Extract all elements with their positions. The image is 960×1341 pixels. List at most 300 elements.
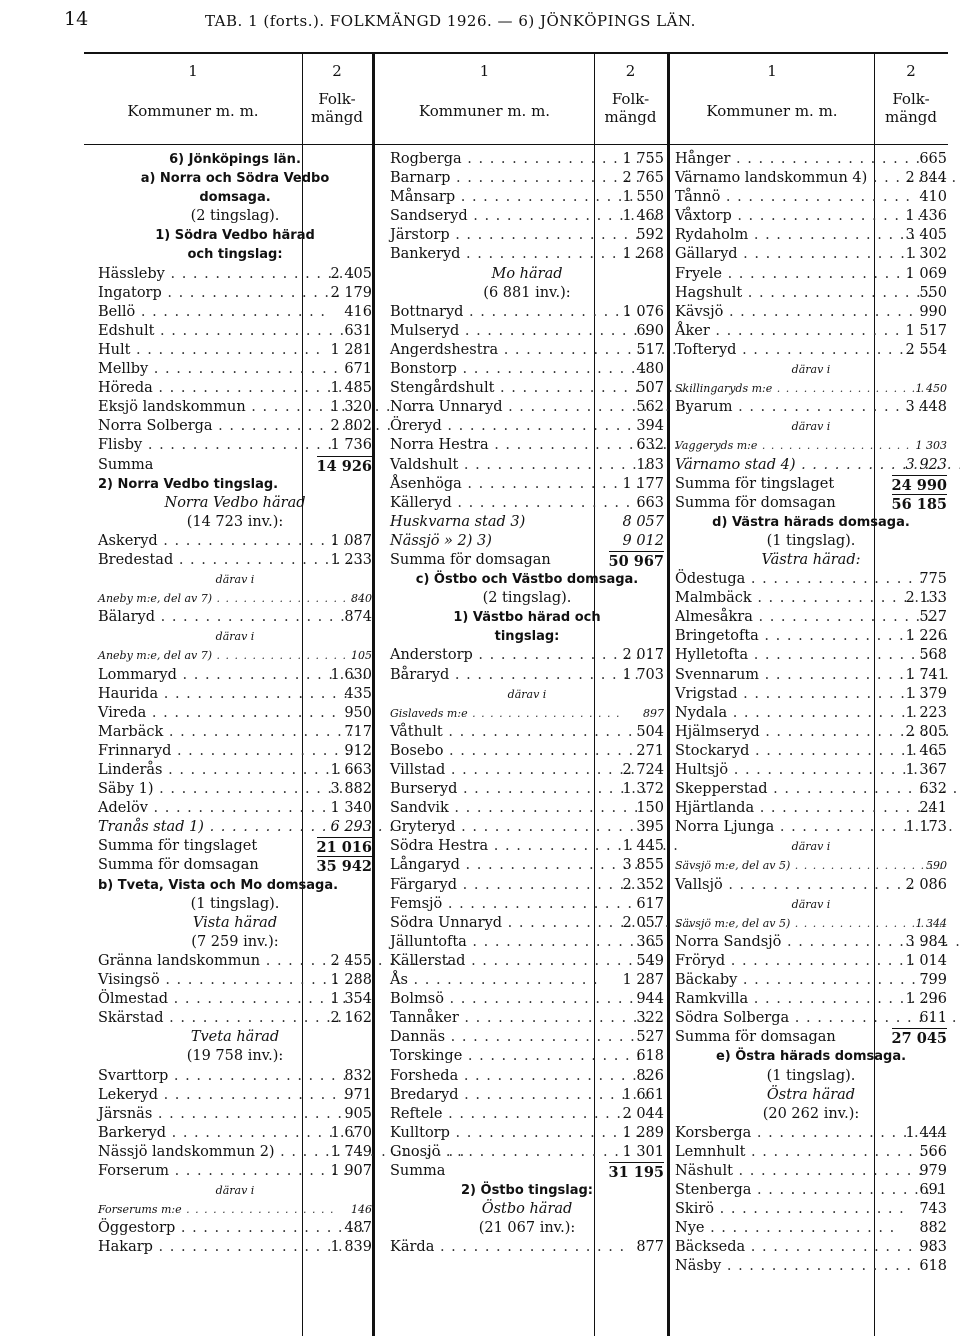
municipality-name: Tannåker . . .: [390, 1009, 650, 1028]
table-row: [390, 799, 664, 818]
table-row: [98, 456, 372, 475]
population-value: 6 293: [330, 819, 372, 836]
table-row: [98, 685, 372, 704]
municipality-name: Norra Hestra . . .: [390, 436, 679, 455]
table-row: [390, 704, 664, 723]
population-value: 663: [636, 494, 664, 511]
table-row: [390, 876, 664, 895]
municipality-name: Svarttorp . . .: [98, 1067, 359, 1086]
population-value: 2 802: [330, 418, 372, 435]
population-value: 632: [636, 437, 664, 454]
table-row: [390, 1009, 664, 1028]
table-row: [675, 475, 947, 494]
population-value: 874: [344, 609, 372, 626]
table-row: [98, 265, 372, 284]
municipality-name: Rogberga . . .: [390, 150, 652, 169]
table-row: [675, 895, 947, 914]
population-table: [84, 52, 948, 1336]
population-value: 971: [344, 1086, 372, 1103]
population-value: 2 057: [622, 914, 664, 931]
table-row: [675, 1257, 947, 1276]
municipality-name: Lommaryd . . .: [98, 666, 368, 685]
municipality-name: Summa för domsagan: [675, 494, 836, 511]
table-row: [390, 723, 664, 742]
table-row: [390, 1105, 664, 1124]
table-row: [675, 570, 947, 589]
population-value: 504: [636, 723, 664, 740]
table-row: [98, 570, 372, 589]
municipality-name: 2) Norra Vedbo tingslag.: [98, 476, 279, 492]
municipality-name: Anderstorp . . .: [390, 646, 664, 665]
municipality-name: Ödestuga . . .: [675, 570, 936, 589]
population-value: 690: [636, 322, 664, 339]
municipality-name: Stockaryd . . .: [675, 742, 940, 761]
page-header: [0, 6, 960, 38]
table-row: [675, 360, 947, 379]
table-row: [390, 456, 664, 475]
municipality-name: Värnamo stad 4) . . .: [675, 456, 960, 475]
population-value: 1 014: [905, 952, 947, 969]
table-row: [98, 895, 372, 914]
municipality-name: Mellby . . .: [98, 360, 339, 379]
table-row: [98, 532, 372, 551]
table-row: [98, 379, 372, 398]
population-value: 1 268: [622, 246, 664, 263]
municipality-name: (20 262 inv.):: [762, 1105, 860, 1122]
column-number: 2: [625, 62, 636, 80]
municipality-name: Summa för domsagan: [675, 1029, 836, 1046]
municipality-name: Torskinge . . .: [390, 1047, 653, 1066]
table-row: [98, 551, 372, 570]
municipality-name: (19 758 inv.):: [186, 1048, 284, 1065]
table-row: [675, 723, 947, 742]
municipality-name: c) Östbo och Västbo domsaga.: [415, 572, 639, 588]
population-value: 2 554: [905, 341, 947, 358]
table-row: [98, 1181, 372, 1200]
population-value: 1 517: [905, 322, 947, 339]
table-row: [390, 742, 664, 761]
population-value: 1 465: [905, 742, 947, 759]
table-row: [98, 780, 372, 799]
municipality-name: Bredaryd . . .: [390, 1086, 649, 1105]
population-value: 950: [344, 704, 372, 721]
municipality-name: Näsby . . .: [675, 1257, 912, 1276]
population-value: 3 984: [905, 933, 947, 950]
population-value: 395: [636, 819, 664, 836]
table-row: [390, 207, 664, 226]
municipality-name: Haurida . . .: [98, 685, 349, 704]
table-row: [675, 971, 947, 990]
table-row: [98, 646, 372, 665]
table-row: [675, 856, 947, 875]
municipality-name: domsaga.: [199, 190, 271, 206]
header-rule: [84, 144, 948, 145]
municipality-name: Sävsjö m:e, del av 5) . . .: [675, 856, 943, 875]
table-row: [675, 265, 947, 284]
population-value: 1 301: [622, 1143, 664, 1160]
municipality-name: Almesåkra . . .: [675, 608, 944, 627]
table-row: [675, 1124, 947, 1143]
table-column-3: [675, 150, 947, 1277]
population-value: 979: [919, 1162, 947, 1179]
municipality-name: Hjärtlanda . . .: [675, 799, 945, 818]
population-value: 944: [636, 991, 664, 1008]
municipality-name: Långaryd . . .: [390, 856, 651, 875]
table-column-1: [98, 150, 372, 1257]
municipality-name: Vaggeryds m:e . . .: [675, 436, 910, 455]
population-value: 8 057: [622, 513, 664, 530]
population-value: 2 044: [622, 1105, 664, 1122]
table-row: [675, 188, 947, 207]
table-row: [98, 1105, 372, 1124]
municipality-name: Bankeryd . . .: [390, 245, 651, 264]
municipality-name: Marbäck . . .: [98, 723, 354, 742]
population-value: 2 844: [905, 170, 947, 187]
table-row: [390, 513, 664, 532]
table-row: [390, 666, 664, 685]
table-row: [390, 570, 664, 589]
municipality-name: Mo härad: [491, 265, 563, 282]
table-row: [390, 475, 664, 494]
table-row: [98, 436, 372, 455]
population-value: 632: [919, 781, 947, 798]
population-value: 1 223: [905, 704, 947, 721]
table-row: [675, 646, 947, 665]
municipality-name: Båraryd . . .: [390, 666, 640, 685]
municipality-name: Tranås stad 1) . . .: [98, 818, 395, 837]
population-value: 617: [636, 895, 664, 912]
population-value: 3 855: [622, 857, 664, 874]
population-value: 826: [636, 1067, 664, 1084]
table-row: [98, 990, 372, 1009]
municipality-name: Hylletofta . . .: [675, 646, 939, 665]
table-row: [98, 818, 372, 837]
municipality-name: Gryteryd . . .: [390, 818, 646, 837]
population-value: 566: [919, 1143, 947, 1160]
population-value: 1 289: [622, 1124, 664, 1141]
population-value: 743: [919, 1201, 947, 1218]
table-row: [98, 704, 372, 723]
population-value: 840: [351, 592, 372, 606]
table-row: [675, 589, 947, 608]
population-value: 9 012: [622, 532, 664, 549]
population-value: 1 320: [330, 399, 372, 416]
table-row: [390, 1162, 664, 1181]
table-row: [675, 780, 947, 799]
population-value: 1 630: [330, 666, 372, 683]
population-value: 562: [636, 399, 664, 416]
table-row: [390, 303, 664, 322]
column-divider: [667, 54, 670, 1336]
table-row: [98, 1200, 372, 1219]
municipality-name: Femsjö . . .: [390, 895, 633, 914]
municipality-name: Linderås . . .: [98, 761, 353, 780]
population-value: 410: [919, 189, 947, 206]
table-row: [675, 456, 947, 475]
population-value: 3 882: [330, 781, 372, 798]
municipality-name: Stengårdshult . . .: [390, 379, 685, 398]
population-value: 618: [636, 1048, 664, 1065]
municipality-name: därav i: [215, 630, 255, 644]
population-value: 1 354: [330, 991, 372, 1008]
municipality-name: Barkeryd . . .: [98, 1124, 357, 1143]
population-value: 631: [344, 322, 372, 339]
municipality-name: Bosebo . . .: [390, 742, 634, 761]
table-row: [390, 780, 664, 799]
population-value: 877: [636, 1239, 664, 1256]
municipality-name: Åker . . .: [675, 322, 901, 341]
table-row: [675, 837, 947, 856]
table-row: [98, 837, 372, 856]
population-value: 271: [636, 742, 664, 759]
municipality-name: därav i: [507, 687, 547, 701]
table-row: [675, 245, 947, 264]
table-row: [675, 398, 947, 417]
population-value: 35 942: [316, 858, 372, 876]
table-row: [675, 990, 947, 1009]
table-row: [675, 226, 947, 245]
municipality-name: (1 tingslag).: [766, 532, 856, 549]
population-value: 2 133: [905, 590, 947, 607]
table-row: [675, 799, 947, 818]
municipality-name: Månsarp . . .: [390, 188, 646, 207]
column-number: 1: [188, 62, 198, 80]
table-row: [675, 513, 947, 532]
table-row: [98, 608, 372, 627]
table-title: TAB. 1 (forts.). FOLKMÄNGD 1926. — 6) JÖNKÖPINGS LÄN.: [205, 12, 696, 30]
municipality-name: Nye . . .: [675, 1219, 895, 1238]
population-value: 394: [636, 418, 664, 435]
municipality-name: Fryele . . .: [675, 265, 913, 284]
population-value: 1 233: [330, 551, 372, 568]
municipality-name: Summa för domsagan: [98, 857, 259, 874]
municipality-name: Nässjö landskommun 2) . . .: [98, 1143, 465, 1162]
population-value: 611: [919, 1010, 947, 1027]
table-row: [98, 666, 372, 685]
municipality-name: Kävsjö . . .: [675, 303, 914, 322]
population-value: 365: [636, 933, 664, 950]
municipality-name: Summa: [390, 1162, 446, 1179]
population-value: 527: [636, 1029, 664, 1046]
table-row: [675, 742, 947, 761]
municipality-name: Hakarp . . .: [98, 1238, 344, 1257]
municipality-name: Fröryd . . .: [675, 952, 916, 971]
municipality-name: (2 tingslag).: [190, 208, 280, 225]
municipality-name: Nydala . . .: [675, 704, 918, 723]
municipality-name: Rydaholm . . .: [675, 226, 939, 245]
municipality-name: Ramkvilla . . .: [675, 990, 939, 1009]
population-value: 56 185: [891, 495, 947, 513]
population-value: 1 445: [622, 838, 664, 855]
table-row: [390, 971, 664, 990]
population-value: 2 017: [622, 647, 664, 664]
municipality-name: Bolmsö . . .: [390, 990, 635, 1009]
population-value: 105: [351, 649, 372, 663]
municipality-name: därav i: [215, 573, 255, 587]
table-row: [675, 1219, 947, 1238]
table-row: [675, 1067, 947, 1086]
table-row: [390, 1181, 664, 1200]
table-row: [390, 494, 664, 513]
population-value: 480: [636, 361, 664, 378]
table-row: [390, 952, 664, 971]
table-row: [98, 207, 372, 226]
municipality-name: därav i: [791, 420, 831, 434]
population-value: 905: [344, 1105, 372, 1122]
table-row: [675, 150, 947, 169]
population-value: 691: [919, 1182, 947, 1199]
table-row: [98, 589, 372, 608]
table-row: [98, 226, 372, 245]
table-row: [390, 245, 664, 264]
table-row: [390, 150, 664, 169]
municipality-name: Näshult . . .: [675, 1162, 924, 1181]
table-row: [675, 1143, 947, 1162]
population-value: 1 340: [330, 800, 372, 817]
table-row: [98, 360, 372, 379]
table-row: [675, 322, 947, 341]
municipality-name: Järstorp . . .: [390, 226, 640, 245]
table-row: [675, 876, 947, 895]
population-value: 1 839: [330, 1239, 372, 1256]
population-value: 550: [919, 284, 947, 301]
municipality-name: (2 tingslag).: [482, 590, 572, 607]
population-value: 1 755: [622, 151, 664, 167]
table-row: [98, 284, 372, 303]
population-value: 671: [344, 361, 372, 378]
municipality-name: Hässleby . . .: [98, 265, 356, 284]
municipality-name: Skärstad . . .: [98, 1009, 354, 1028]
column-header-name: [84, 54, 302, 144]
table-row: [98, 1219, 372, 1238]
municipality-name: Skillingaryds m:e . . .: [675, 379, 925, 398]
column-header-name: [375, 54, 594, 144]
table-row: [98, 914, 372, 933]
municipality-name: Tofteryd . . .: [675, 341, 927, 360]
table-row: [98, 627, 372, 646]
table-row: [98, 971, 372, 990]
population-value: 2 352: [622, 876, 664, 893]
table-row: [390, 837, 664, 856]
table-row: [390, 1238, 664, 1257]
municipality-name: Vireda . . .: [98, 704, 337, 723]
population-value: 21 016: [316, 839, 372, 857]
table-row: [675, 952, 947, 971]
municipality-name: Bäckaby . . .: [675, 971, 928, 990]
population-value: 1 444: [905, 1124, 947, 1141]
population-value: 983: [919, 1239, 947, 1256]
table-row: [98, 1143, 372, 1162]
population-value: 897: [643, 706, 664, 720]
municipality-name: Valdshult . . .: [390, 456, 649, 475]
table-row: [390, 169, 664, 188]
municipality-name: Hult . . .: [98, 341, 321, 360]
municipality-name: Askeryd . . .: [98, 532, 348, 551]
table-row: [98, 799, 372, 818]
municipality-name: Västra härad:: [761, 551, 861, 568]
column-number: 1: [479, 62, 490, 80]
table-row: [390, 188, 664, 207]
table-row: [675, 1105, 947, 1124]
municipality-name: Skirö . . .: [675, 1200, 905, 1219]
table-row: [675, 933, 947, 952]
table-row: [675, 379, 947, 398]
population-value: 665: [919, 151, 947, 167]
table-row: [675, 685, 947, 704]
table-row: [390, 1067, 664, 1086]
municipality-name: Tveta härad: [190, 1029, 280, 1046]
page-number: 14: [64, 8, 89, 30]
municipality-name: (21 067 inv.):: [478, 1220, 576, 1237]
table-row: [98, 398, 372, 417]
municipality-name: Edshult . . .: [98, 322, 345, 341]
table-row: [390, 589, 664, 608]
municipality-name: (7 259 inv.):: [191, 933, 279, 950]
column-number: 2: [332, 62, 342, 80]
table-row: [390, 933, 664, 952]
table-row: [98, 245, 372, 264]
table-row: [98, 952, 372, 971]
table-column-2: [390, 150, 664, 1257]
column-label: Kommuner m. m.: [127, 102, 259, 120]
municipality-name: Bälaryd . . .: [98, 608, 346, 627]
table-row: [390, 895, 664, 914]
population-value: 1 226: [905, 628, 947, 645]
municipality-name: Sandvik . . .: [390, 799, 640, 818]
table-row: [98, 322, 372, 341]
population-value: 1 287: [622, 972, 664, 989]
table-row: [390, 436, 664, 455]
population-value: 717: [344, 723, 372, 740]
municipality-name: Forserums m:e . . .: [98, 1200, 335, 1219]
municipality-name: Summa för domsagan: [390, 551, 551, 568]
municipality-name: Lemnhult . . .: [675, 1143, 936, 1162]
table-row: [390, 1028, 664, 1047]
municipality-name: Vrigstad . . .: [675, 685, 928, 704]
column-header-value: [594, 54, 667, 144]
municipality-name: Sandseryd . . .: [390, 207, 658, 226]
municipality-name: Kärda . . .: [390, 1238, 625, 1257]
municipality-name: därav i: [791, 840, 831, 854]
table-row: [98, 150, 372, 169]
municipality-name: Byarum . . .: [675, 398, 923, 417]
population-value: 1 450: [915, 382, 947, 396]
table-row: [390, 1086, 664, 1105]
municipality-name: Stenberga . . .: [675, 1181, 942, 1200]
table-row: [98, 1162, 372, 1181]
population-value: 150: [636, 800, 664, 817]
municipality-name: Sävsjö m:e, del av 5) . . .: [675, 914, 943, 933]
municipality-name: b) Tveta, Vista och Mo domsaga.: [98, 877, 339, 893]
population-value: 1 749: [330, 1143, 372, 1160]
municipality-name: Östra härad: [766, 1086, 856, 1103]
municipality-name: Våthult . . .: [390, 723, 633, 742]
table-row: [390, 990, 664, 1009]
municipality-name: Nässjö » 2) 3): [390, 532, 492, 549]
table-row: [675, 1009, 947, 1028]
municipality-name: Hagshult . . .: [675, 284, 933, 303]
population-value: 435: [344, 685, 372, 702]
population-value: 1 302: [905, 246, 947, 263]
table-row: [98, 513, 372, 532]
municipality-name: Adelöv . . .: [98, 799, 339, 818]
table-row: [98, 761, 372, 780]
table-row: [390, 417, 664, 436]
population-value: 487: [344, 1220, 372, 1237]
municipality-name: (1 tingslag).: [190, 895, 280, 912]
population-value: 1 069: [905, 265, 947, 282]
table-row: [98, 188, 372, 207]
